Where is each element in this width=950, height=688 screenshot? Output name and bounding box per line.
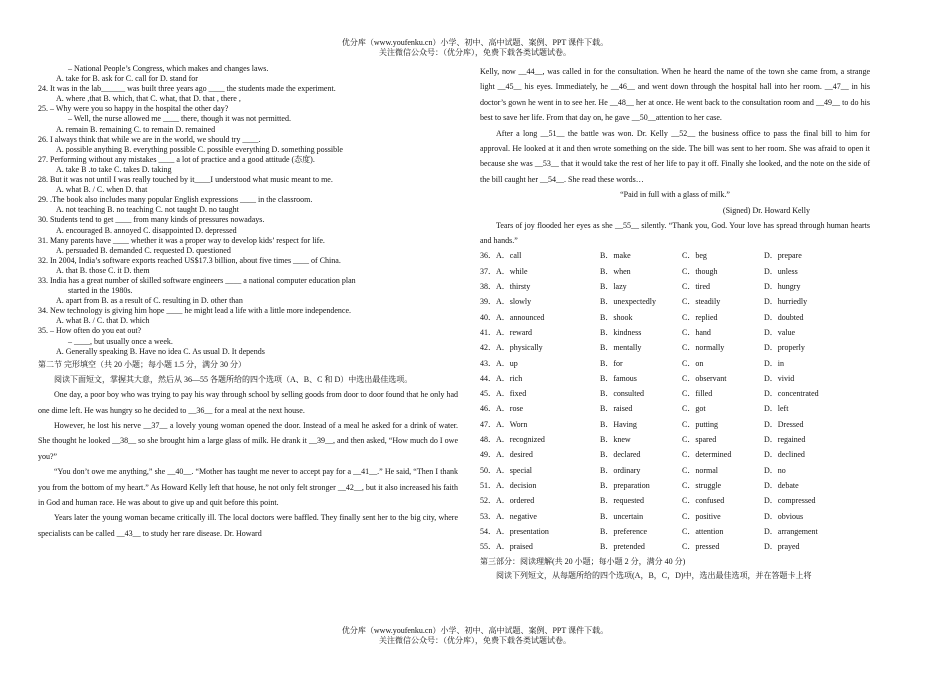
choice-row (480, 387, 870, 402)
choice-row (480, 417, 870, 432)
choice-row (480, 463, 870, 478)
question-line: 32. In 2004, India’s software exports reached US$17.3 billion, about five times ____ of China. (38, 255, 341, 265)
choice-option: 49．A．desired (480, 450, 533, 460)
question-line: A. not teaching B. no teaching C. not taught D. no taught (56, 205, 239, 215)
choice-option: C．normal (682, 465, 718, 475)
choice-option: 44．A．rich (480, 373, 523, 383)
question-line: 29. .The book also includes many popular English expressions ____ in the classroom. (38, 195, 313, 205)
passage-paragraph: After a long __51__ the battle was won. Dr. Kelly __52__ the business office to pass the final bill to him for approval. He looked at it and then wrote something on the side. The bill was sent to her room. She was afraid to open it because she was __53__ that it would take the rest of her life to pay it off. Finally she looked, and the note on the side of the bill caught her __54__. She read these words… (480, 128, 870, 184)
choice-option: D．doubted (764, 312, 804, 322)
question-line: A. Generally speaking B. Have no idea C. As usual D. It depends (56, 346, 265, 356)
choice-option: D．hungry (764, 282, 801, 292)
section3-title: 第三部分：阅读理解(共 20 小题；每小题 2 分，满分 40 分) (480, 556, 686, 566)
choice-option: C．normally (682, 343, 725, 353)
choice-option: 41．A．reward (480, 327, 532, 337)
choice-option: C．struggle (682, 480, 722, 490)
question-line: 25. – Why were you so happy in the hospital the other day? (38, 104, 229, 114)
choice-option: 52．A．ordered (480, 496, 535, 506)
choice-option: B．for (600, 358, 623, 368)
choice-row (480, 310, 870, 325)
choice-option: D．hurriedly (764, 297, 808, 307)
choice-option: D．unless (764, 266, 798, 276)
choice-row (480, 478, 870, 493)
choice-option: B．shook (600, 312, 633, 322)
choice-row (480, 356, 870, 371)
choice-option: D．left (764, 404, 789, 414)
choice-option: D．debate (764, 480, 799, 490)
choice-option: B．unexpectedly (600, 297, 656, 307)
choice-option: B．uncertain (600, 511, 644, 521)
choice-option: D．declined (764, 450, 805, 460)
choice-row (480, 540, 870, 555)
choice-option: D．regained (764, 435, 806, 445)
choice-option: B．lazy (600, 282, 627, 292)
choice-option: D．prayed (764, 542, 800, 552)
choice-row (480, 448, 870, 463)
question-line: A. possible anything B. everything possible C. possible everything D. something possible (56, 144, 343, 154)
choice-option: 48．A．recognized (480, 435, 545, 445)
cloze-choices (480, 249, 870, 555)
page-header (0, 38, 950, 58)
choice-row (480, 295, 870, 310)
right-column (480, 64, 870, 583)
choice-option: D．in (764, 358, 784, 368)
choice-option: 38．A．thirsty (480, 282, 531, 292)
choice-option: 36．A．call (480, 251, 522, 261)
question-line: 31. Many parents have ____ whether it was a proper way to develop kids’ respect for life. (38, 235, 325, 245)
choice-option: C．confused (682, 496, 725, 506)
question-line: 27. Performing without any mistakes ____ a lot of practice and a good attitude (态度). (38, 154, 315, 164)
question-line: A. take B .to take C. takes D. taking (56, 164, 172, 174)
passage-paragraph: However, he lost his nerve __37__ a lovely young woman opened the door. Instead of a meal he asked for a drink of water. She thought he looked __38__ so she brought him a large glass of milk. He drank it __39__, and then asked, “How much do I owe you?” (38, 420, 458, 461)
question-line: A. apart from B. as a result of C. resulting in D. other than (56, 296, 243, 306)
question-line: 35. – How often do you eat out? (38, 326, 142, 336)
passage-paragraph: “Paid in full with a glass of milk.” (620, 190, 730, 200)
choice-option: B．make (600, 251, 631, 261)
choice-option: C．tired (682, 282, 710, 292)
choice-option: B．ordinary (600, 465, 641, 475)
passage-paragraph: Tears of joy flooded her eyes as she __55__ silently. “Thank you, God. Your love has spread through human hearts and hands.” (480, 221, 870, 246)
grammar-questions (38, 64, 458, 357)
choice-option: C．filled (682, 389, 713, 399)
question-line: A. where ,that B. which, that C. what, that D. that , there , (56, 94, 241, 104)
section3-instruction: 阅读下列短文，从每题所给的四个选项(A，B，C，D)中，选出最佳选项，并在答题卡上将 (496, 570, 812, 580)
choice-option: D．vivid (764, 373, 795, 383)
choice-option: D．compressed (764, 496, 816, 506)
choice-option: 42．A．physically (480, 343, 543, 353)
choice-option: C．positive (682, 511, 721, 521)
question-line: 26. I always think that while we are in the world, we should try ____. (38, 134, 261, 144)
question-line: A. that B. those C. it D. them (56, 265, 150, 275)
choice-option: C．determined (682, 450, 732, 460)
choice-option: 53．A．negative (480, 511, 537, 521)
choice-option: B．famous (600, 373, 637, 383)
choice-option: B．knew (600, 435, 631, 445)
question-line: started in the 1980s. (68, 286, 133, 296)
choice-option: C．replied (682, 312, 718, 322)
choice-option: D．value (764, 327, 796, 337)
left-column (38, 64, 458, 541)
choice-option: C．though (682, 266, 718, 276)
choice-row (480, 524, 870, 539)
choice-option: 45．A．fixed (480, 389, 527, 399)
question-line: 24. It was in the lab______ was built three years ago ____ the students made the experiment. (38, 84, 336, 94)
choice-option: C．steadily (682, 297, 721, 307)
question-line: – Well, the nurse allowed me ____ there, though it was not permitted. (68, 114, 291, 124)
choice-option: 37．A．while (480, 266, 528, 276)
question-line: 30. Students tend to get ____ from many kinds of pressures nowadays. (38, 215, 265, 225)
passage-paragraph: Years later the young woman became critically ill. The local doctors were baffled. They finally sent her to the big city, where specialists can be called __43__ to study her rare disease. Dr. Howard (38, 513, 458, 538)
question-line: 33. India has a great number of skilled software engineers ____ a national computer education plan (38, 275, 356, 285)
choice-row (480, 494, 870, 509)
choice-option: D．arrangement (764, 526, 818, 536)
choice-option: 50．A．special (480, 465, 532, 475)
choice-option: D．concentrated (764, 389, 819, 399)
choice-option: B．raised (600, 404, 633, 414)
choice-option: B．preparation (600, 480, 650, 490)
footer-line-2: 关注微信公众号：（优分库），免费下载各类试题试卷。 (379, 636, 571, 645)
choice-option: D．no (764, 465, 786, 475)
passage-paragraph: (Signed) Dr. Howard Kelly (722, 205, 810, 215)
question-line: – ____, but usually once a week. (68, 336, 173, 346)
choice-option: 46．A．rose (480, 404, 524, 414)
question-line: A. what B. / C. that D. which (56, 316, 150, 326)
section2-title: 第二节 完形填空（共 20 小题；每小题 1.5 分，满分 30 分） (38, 359, 246, 369)
question-line: 34. New technology is giving him hope ____ he might lead a life with a little more independence. (38, 306, 352, 316)
choice-option: B．consulted (600, 389, 644, 399)
page-footer (0, 626, 950, 646)
choice-row (480, 325, 870, 340)
choice-option: 39．A．slowly (480, 297, 532, 307)
choice-option: C．observant (682, 373, 727, 383)
choice-option: B．kindness (600, 327, 642, 337)
choice-row (480, 402, 870, 417)
choice-option: B．requested (600, 496, 644, 506)
question-line: A. take for B. ask for C. call for D. stand for (56, 74, 198, 84)
passage-paragraph: Kelly, now __44__, was called in for the consultation. When he heard the name of the town she came from, a strange light __45__ his eyes. Immediately, he __46__ and went down through the hospital hall into her room. __47__ in his doctor’s gown he went in to see her. He __48__ her at once. He went back to the consultation room and __49__ to do his best to save her life. From that day on, he gave __50__attention to her case. (480, 67, 870, 123)
choice-option: 43．A．up (480, 358, 518, 368)
choice-option: C．hand (682, 327, 711, 337)
choice-option: B．pretended (600, 542, 645, 552)
choice-option: 40．A．announced (480, 312, 545, 322)
choice-option: C．on (682, 358, 704, 368)
question-line: A. what B. / C. when D. that (56, 185, 148, 195)
choice-option: 51．A．decision (480, 480, 537, 490)
choice-option: B．declared (600, 450, 641, 460)
question-line: 28. But it was not until I was really touched by it____I understood what music meant to me. (38, 175, 333, 185)
header-line-2: 关注微信公众号：（优分库），免费下载各类试题试卷。 (379, 48, 571, 57)
choice-option: C．putting (682, 419, 719, 429)
choice-row (480, 371, 870, 386)
cloze-passage-continued (480, 64, 870, 249)
question-line: A. persuaded B. demanded C. requested D. questioned (56, 245, 231, 255)
choice-option: B．when (600, 266, 631, 276)
question-line: A. encouraged B. annoyed C. disappointed D. depressed (56, 225, 237, 235)
choice-row (480, 432, 870, 447)
choice-option: B．Having (600, 419, 637, 429)
footer-line-1: 优分库（www.youfenku.cn）小学、初中、高中试题、案例、PPT 课件下载。 (341, 626, 609, 635)
choice-row (480, 264, 870, 279)
choice-option: D．prepare (764, 251, 802, 261)
passage-paragraph: “You don’t owe me anything,” she __40__. “Mother has taught me never to accept pay for a __41__.” He said, “Then I thank you from the bottom of my heart.” As Howard Kelly left that house, he not only felt stronger __42__, but it also increased his faith in God and human race. He was about to give up and quit before this point. (38, 467, 458, 507)
choice-option: D．obvious (764, 511, 804, 521)
question-line: A. remain B. remaining C. to remain D. remained (56, 124, 216, 134)
header-line-1: 优分库（www.youfenku.cn）小学、初中、高中试题、案例、PPT 课件下载。 (341, 38, 609, 47)
choice-option: D．Dressed (764, 419, 804, 429)
choice-option: C．attention (682, 526, 724, 536)
choice-row (480, 509, 870, 524)
choice-option: 55．A．praised (480, 542, 533, 552)
choice-option: B．mentally (600, 343, 642, 353)
choice-option: 54．A．presentation (480, 526, 549, 536)
choice-option: 47．A．Worn (480, 419, 528, 429)
choice-option: D．properly (764, 343, 805, 353)
cloze-passage (38, 387, 458, 541)
question-line: – National People’s Congress, which makes and changes laws. (68, 64, 269, 73)
section2-instruction: 阅读下面短文，掌握其大意，然后从 36—55 各题所给的四个选项（A、B、C 和 D）中选出最佳选项。 (54, 374, 413, 384)
choice-option: B．preference (600, 526, 648, 536)
choice-row (480, 279, 870, 294)
choice-option: C．beg (682, 251, 707, 261)
choice-option: C．got (682, 404, 706, 414)
passage-paragraph: One day, a poor boy who was trying to pay his way through school by selling goods from door to door found that he only had one dime left. He was hungry so he decided to __36__ for a meal at the next house. (38, 390, 458, 415)
choice-row (480, 341, 870, 356)
choice-option: C．spared (682, 435, 717, 445)
choice-row (480, 249, 870, 264)
choice-option: C．pressed (682, 542, 720, 552)
